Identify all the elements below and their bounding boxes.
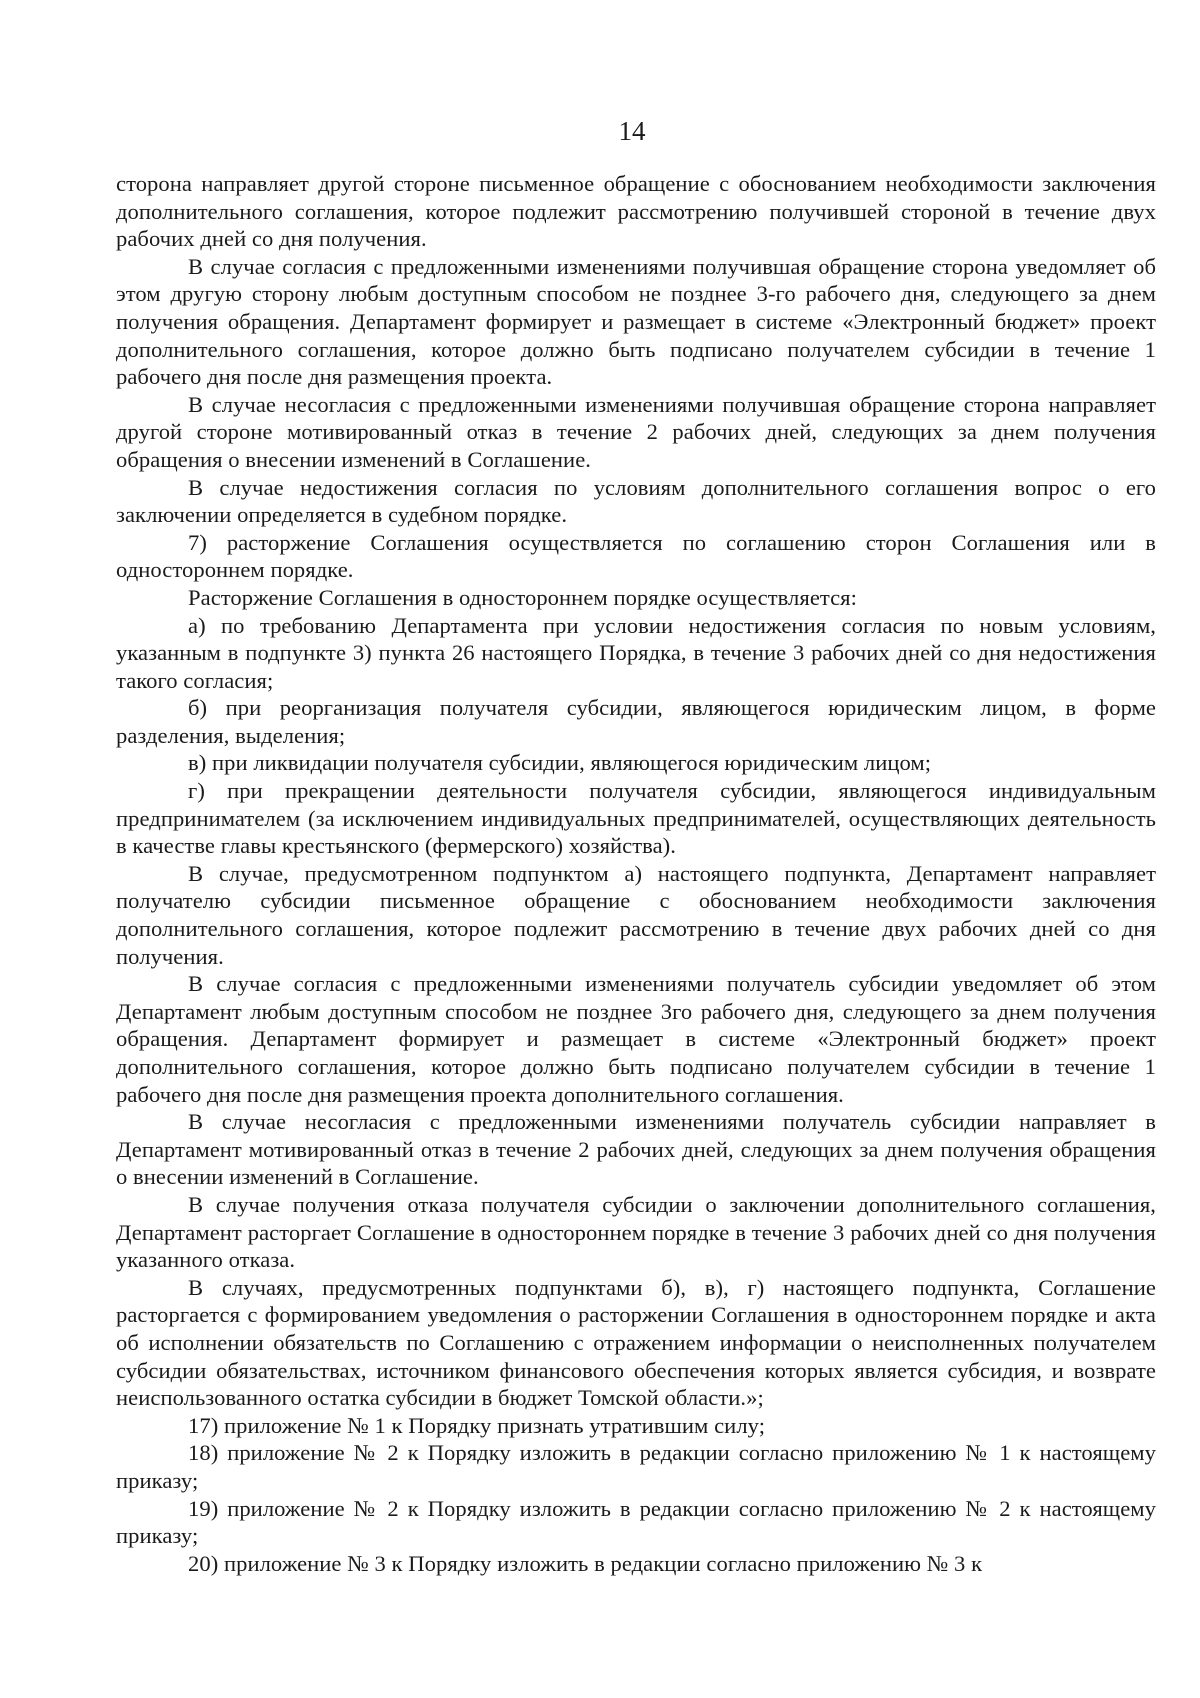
paragraph: а) по требованию Департамента при условии недостижения согласия по новым условиям, указанным в подпункте 3) пункта 26 настоящего Порядка, в течение 3 рабочих дней со дня недостижения такого согласия; bbox=[116, 612, 1156, 693]
paragraph: В случае несогласия с предложенными изменениями получившая обращение сторона направляет другой стороне мотивированный отказ в течение 2 рабочих дней, следующих за днем получения обращения о внесении изменений в Соглашение. bbox=[116, 391, 1156, 472]
paragraph: 20) приложение № 3 к Порядку изложить в редакции согласно приложению № 3 к bbox=[188, 1550, 983, 1576]
paragraph: В случае, предусмотренном подпунктом а) настоящего подпункта, Департамент направляет получателю субсидии письменное обращение с обоснованием необходимости заключения дополнительного соглашения, которое подлежит рассмотрению в течение двух рабочих дней со дня получения. bbox=[116, 860, 1156, 969]
paragraph: В случае недостижения согласия по условиям дополнительного соглашения вопрос о его заключении определяется в судебном порядке. bbox=[116, 474, 1156, 528]
paragraph: В случае получения отказа получателя субсидии о заключении дополнительного соглашения, Департамент расторгает Соглашение в одностороннем порядке в течение 3 рабочих дней со дня получения указанного отказа. bbox=[116, 1191, 1156, 1273]
paragraph: 17) приложение № 1 к Порядку признать утратившим силу; bbox=[188, 1412, 766, 1438]
paragraph: в) при ликвидации получателя субсидии, являющегося юридическим лицом; bbox=[188, 750, 932, 776]
paragraph: 7) расторжение Соглашения осуществляется по соглашению сторон Соглашения или в одностороннем порядке. bbox=[116, 529, 1156, 583]
page-number: 14 bbox=[618, 116, 646, 146]
paragraph: В случае согласия с предложенными изменениями получившая обращение сторона уведомляет об этом другую сторону любым доступным способом не позднее 3-го рабочего дня, следующего за днем получения обращения. Департамент формирует и размещает в системе «Электронный бюджет» проект дополнительного соглашения, которое должно быть подписано получателем субсидии в течение 1 рабочего дня после дня размещения проекта. bbox=[116, 253, 1156, 390]
paragraph: В случае согласия с предложенными изменениями получатель субсидии уведомляет об этом Департамент любым доступным способом не позднее 3го рабочего дня, следующего за днем получения обращения. Департамент формирует и размещает в системе «Электронный бюджет» проект дополнительного соглашения, которое должно быть подписано получателем субсидии в течение 1 рабочего дня после дня размещения проекта дополнительного соглашения. bbox=[116, 971, 1156, 1107]
document-body bbox=[116, 170, 1156, 1577]
paragraph: б) при реорганизация получателя субсидии, являющегося юридическим лицом, в форме разделения, выделения; bbox=[116, 695, 1156, 748]
paragraph: Расторжение Соглашения в одностороннем порядке осуществляется: bbox=[188, 584, 857, 610]
paragraph: 19) приложение № 2 к Порядку изложить в редакции согласно приложению № 2 к настоящему приказу; bbox=[116, 1495, 1156, 1549]
paragraph: г) при прекращении деятельности получателя субсидии, являющегося индивидуальным предпринимателем (за исключением индивидуальных предпринимателей, осуществляющих деятельность в качестве главы крестьянского (фермерского) хозяйства). bbox=[116, 778, 1156, 859]
paragraph: сторона направляет другой стороне письменное обращение с обоснованием необходимости заключения дополнительного соглашения, которое подлежит рассмотрению получившей стороной в течение двух рабочих дней со дня получения. bbox=[116, 171, 1156, 252]
paragraph: В случае несогласия с предложенными изменениями получатель субсидии направляет в Департамент мотивированный отказ в течение 2 рабочих дней, следующих за днем получения обращения о внесении изменений в Соглашение. bbox=[116, 1109, 1156, 1190]
paragraph: 18) приложение № 2 к Порядку изложить в редакции согласно приложению № 1 к настоящему приказу; bbox=[116, 1440, 1156, 1493]
paragraph: В случаях, предусмотренных подпунктами б), в), г) настоящего подпункта, Соглашение расторгается с формированием уведомления о расторжении Соглашения в одностороннем порядке и акта об исполнении обязательств по Соглашению с отражением информации о неисполненных получателем субсидии обязательствах, источником финансового обеспечения которых является субсидия, и возврате неиспользованного остатка субсидии в бюджет Томской области.»; bbox=[116, 1274, 1156, 1411]
